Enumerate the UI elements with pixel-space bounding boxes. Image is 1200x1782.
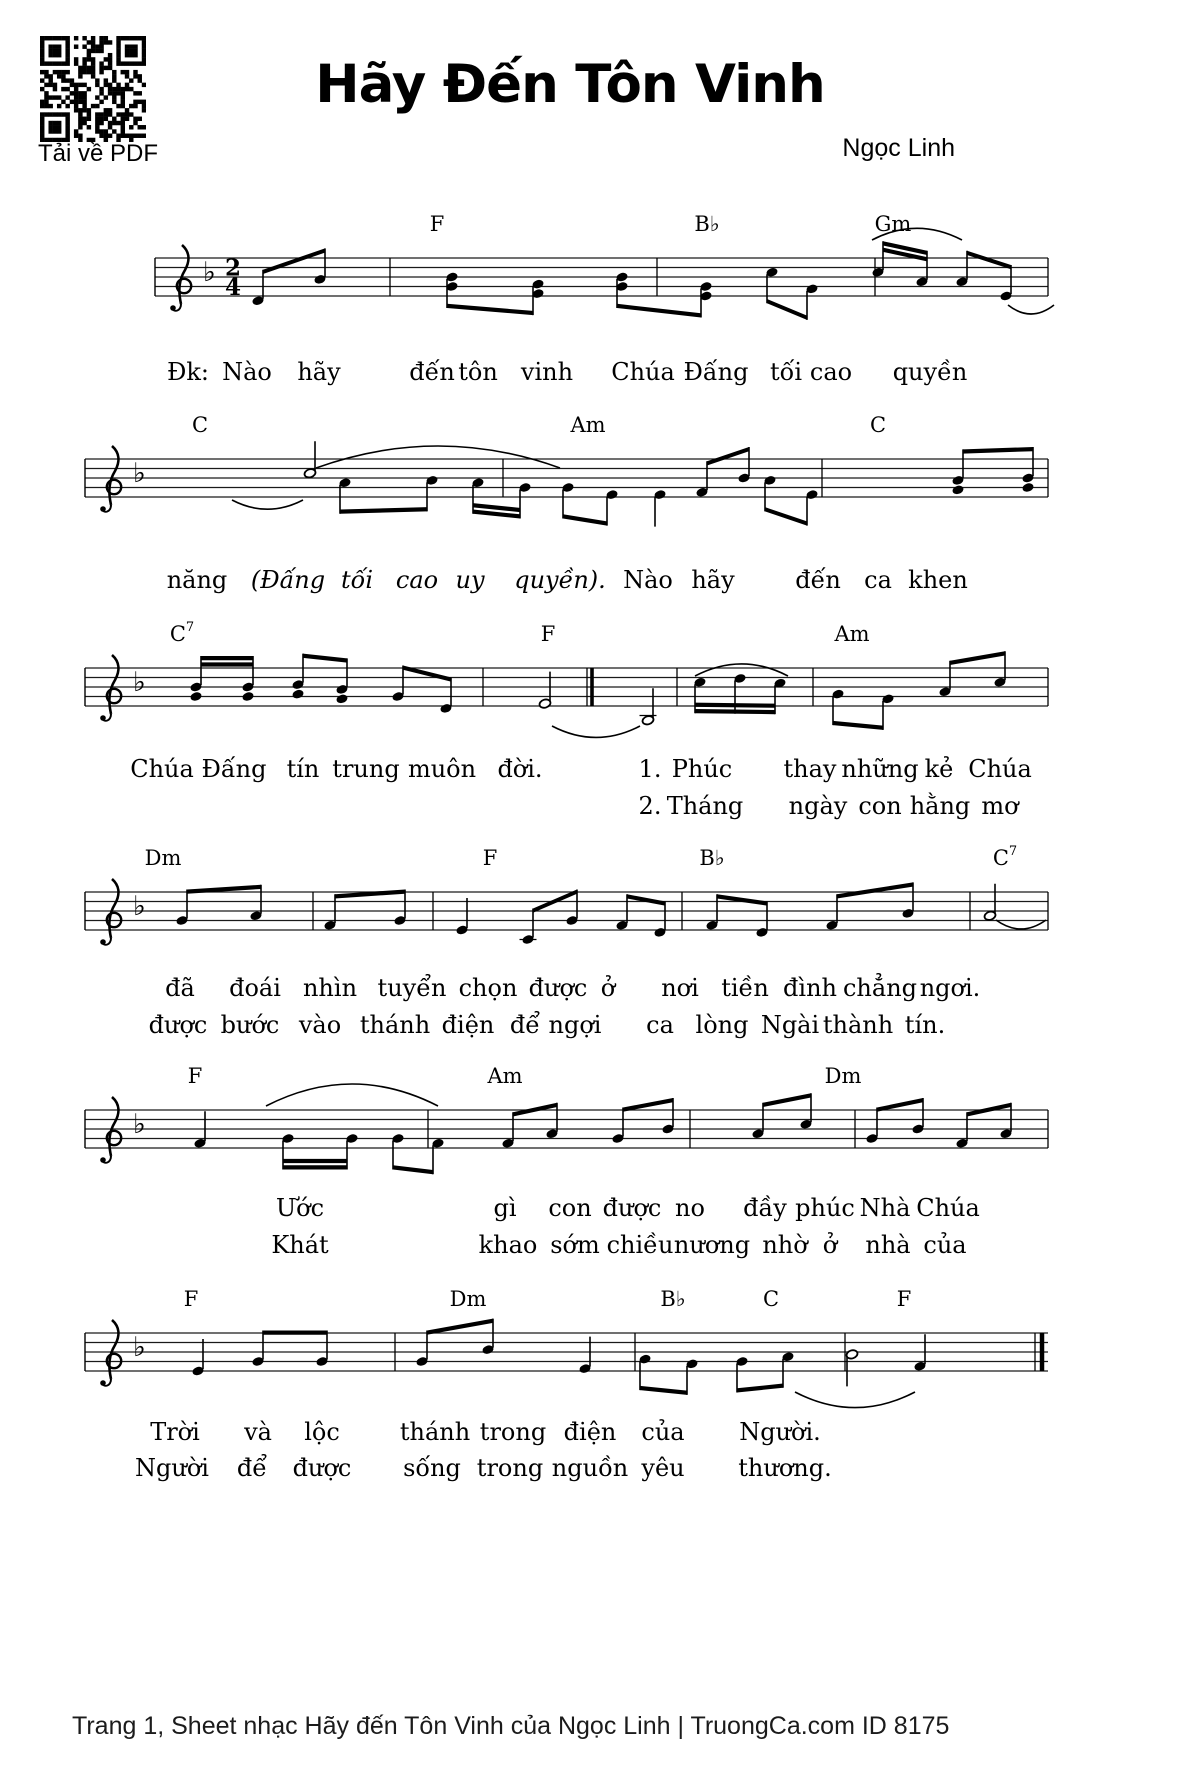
footer-text: Trang 1, Sheet nhạc Hãy đến Tôn Vinh của Ngọc Linh | TruongCa.com ID 8175 [72, 1712, 950, 1740]
treble-clef [109, 1097, 118, 1156]
lyric-word: ngơi. [919, 974, 981, 1002]
tie-slur [232, 500, 303, 509]
lyric-word: Người [135, 1454, 209, 1482]
lyric-word: bước [220, 1011, 280, 1039]
lyric-word: con [858, 792, 902, 820]
lyric-word: hãy [691, 566, 735, 594]
lyric-word: nguồn [551, 1454, 629, 1482]
beam [427, 1319, 493, 1335]
lyric-word: vinh [520, 358, 574, 386]
lyric-word: tối [769, 358, 803, 386]
lyric-word: lộc [304, 1418, 340, 1446]
beam [707, 447, 749, 465]
lyric-word: ngợi [548, 1011, 602, 1039]
chord-label: F [183, 1287, 199, 1311]
lyric-word: năng [166, 566, 228, 594]
treble-clef [100, 506, 106, 512]
lyric-word: Chúa [968, 755, 1032, 783]
chord-label: B♭ [694, 212, 720, 236]
page-title: Hãy Đến Tôn Vinh [315, 54, 825, 115]
lyric-word: tín. [904, 1011, 946, 1039]
beam [340, 507, 427, 514]
treble-clef [100, 1380, 106, 1386]
lyric-word: (Đấng [250, 566, 326, 594]
tie-slur [996, 920, 1046, 929]
chord-seventh: 7 [1008, 844, 1018, 859]
lyric-word: được [528, 974, 588, 1002]
lyric-word: hãy [297, 358, 341, 386]
beam [837, 882, 913, 898]
lyric-word: cao [809, 358, 853, 386]
treble-clef [109, 446, 118, 505]
beam [833, 721, 883, 730]
chord-label: Am [834, 622, 870, 646]
lyric-word: tín [286, 755, 320, 783]
beam [201, 656, 253, 660]
lyric-word: Nào [222, 358, 272, 386]
lyric-word: Tháng [666, 792, 744, 820]
lyric-word: chiều [606, 1231, 674, 1259]
lyric-word: Đk: [167, 358, 209, 386]
note-head [241, 691, 254, 702]
chord-label: $C^7$ [169, 620, 195, 646]
note-head [291, 689, 304, 700]
lyric-word: quyền [892, 358, 968, 386]
beam [737, 1384, 783, 1393]
flat-sign: ♭ [133, 458, 146, 489]
chord-label: Dm [824, 1064, 862, 1088]
lyric-word: nơi [661, 974, 699, 1002]
beam [627, 894, 665, 905]
lyric-word: Chúa [916, 1194, 980, 1222]
lyric-word: thánh [399, 1418, 471, 1446]
lyric-word: yêu [641, 1454, 685, 1482]
lyric-word: kẻ [924, 755, 954, 783]
lyric-word: Đấng [201, 755, 267, 783]
lyric-word: thương. [738, 1454, 832, 1482]
lyric-word: ở [822, 1231, 838, 1259]
lyric-word: cao [395, 566, 439, 594]
lyric-word: Nào [623, 566, 673, 594]
lyric-word: đoái [229, 974, 281, 1002]
lyric-word: nhờ [762, 1231, 808, 1259]
lyric-word: trung [332, 755, 400, 783]
lyric-word: điện [563, 1418, 617, 1446]
lyric-word: no [675, 1194, 705, 1222]
lyric-word: ở [600, 974, 616, 1002]
lyric-word: Chúa [611, 358, 675, 386]
chord-label: C [762, 1287, 780, 1311]
beam [717, 894, 767, 905]
tie-slur [552, 726, 640, 737]
beam [263, 1331, 327, 1335]
lyric-word: nhìn [302, 974, 358, 1002]
chord-label: F [482, 846, 498, 870]
beam [963, 447, 1033, 454]
tie-slur [1008, 305, 1054, 314]
chord-label: Gm [874, 212, 912, 236]
beam [950, 651, 1005, 665]
lyric-word: thay [783, 755, 837, 783]
lyric-word: Chúa [130, 755, 194, 783]
lyric-word: vào [298, 1011, 342, 1039]
chord-label: F [429, 212, 445, 236]
chord-label: F [187, 1064, 203, 1088]
lyric-word: Ước [275, 1194, 325, 1222]
lyric-word: uy [455, 566, 485, 594]
chord-label: $C^7$ [992, 844, 1018, 870]
lyric-word: 1. [638, 755, 662, 783]
beam [283, 1165, 347, 1169]
chord-label: C [191, 413, 209, 437]
note-head [335, 693, 348, 704]
beam [765, 507, 807, 525]
lyric-word: đã [165, 974, 195, 1002]
flat-sign: ♭ [203, 257, 216, 288]
beam [303, 654, 347, 663]
beam [201, 662, 253, 666]
lyric-word: ca [646, 1011, 674, 1039]
tie-slur [266, 1084, 438, 1106]
lyric-word: sống [403, 1454, 461, 1482]
flat-sign: ♭ [133, 1109, 146, 1140]
lyric-word: tối [340, 566, 374, 594]
note-head [951, 484, 964, 495]
beam [447, 304, 533, 315]
lyric-word: nhà [865, 1231, 911, 1259]
beam [763, 1093, 811, 1107]
beam [695, 709, 775, 714]
lyric-word: trong [476, 1454, 544, 1482]
lyric-word: Trời [150, 1418, 200, 1446]
treble-clef [109, 1320, 118, 1379]
lyric-word: ca [864, 566, 892, 594]
treble-clef [109, 879, 118, 938]
lyric-word: quyền). [514, 566, 606, 594]
chord-label: Dm [449, 1287, 487, 1311]
lyric-word: muôn [407, 755, 477, 783]
lyric-word: được [292, 1454, 352, 1482]
treble-clef [100, 939, 106, 945]
lyric-word: đến [409, 358, 455, 386]
treble-clef [100, 1157, 106, 1163]
composer-name: Ngọc Linh [842, 134, 955, 162]
beam [283, 1159, 347, 1163]
lyric-word: 2. [638, 792, 662, 820]
lyric-word: tiền [721, 974, 769, 1002]
beam [563, 514, 607, 525]
flat-sign: ♭ [133, 667, 146, 698]
time-signature: 2 [224, 254, 242, 282]
lyric-word: trong [479, 1418, 547, 1446]
lyric-word: sớm [550, 1231, 600, 1259]
time-signature: 4 [224, 274, 242, 301]
flat-sign: ♭ [133, 1332, 146, 1363]
beam [335, 890, 405, 899]
beam [695, 703, 775, 708]
lyric-word: được [602, 1194, 662, 1222]
lyric-word: ngày [788, 792, 848, 820]
lyric-word: Ngài [760, 1011, 820, 1039]
qr-download-link[interactable]: Tải về PDF [38, 140, 159, 167]
treble-clef [179, 245, 188, 304]
lyric-word: lòng [695, 1011, 749, 1039]
lyric-word: Nhà [859, 1194, 911, 1222]
lyric-word: đình [783, 974, 837, 1002]
lyric-word: chọn [458, 974, 518, 1002]
lyric-word: của [641, 1418, 685, 1446]
beam [640, 1386, 687, 1395]
treble-clef [109, 655, 118, 714]
beam [617, 304, 701, 318]
lyric-word: được [148, 1011, 208, 1039]
treble-clef [100, 715, 106, 721]
treble-clef [170, 305, 176, 311]
lyric-word: con [548, 1194, 592, 1222]
tie-slur [316, 446, 560, 468]
beam [393, 1165, 433, 1174]
lyric-word: Khát [271, 1231, 329, 1259]
lyric-word: để [509, 1011, 541, 1039]
lyric-word: hằng [909, 792, 971, 820]
lyric-word: chẳng [842, 974, 918, 1002]
tie-slur [695, 664, 788, 676]
lyric-word: gì [493, 1194, 517, 1222]
chord-label: F [540, 622, 556, 646]
chord-label: B♭ [660, 1287, 686, 1311]
lyric-word: đầy [743, 1194, 787, 1222]
lyric-word: tôn [458, 358, 498, 386]
chord-seventh: 7 [185, 620, 195, 635]
chord-label: B♭ [699, 846, 725, 870]
lyric-word: Người. [739, 1418, 821, 1446]
lyric-word: khen [908, 566, 968, 594]
beam [263, 248, 325, 274]
note-head [1021, 482, 1034, 493]
chord-label: Am [487, 1064, 523, 1088]
lyric-word: phúc [795, 1194, 855, 1222]
lyric-word: và [244, 1418, 272, 1446]
flat-sign: ♭ [133, 891, 146, 922]
chord-label: C [869, 413, 887, 437]
lyric-word: khao [478, 1231, 538, 1259]
tie-slur [795, 1392, 915, 1408]
chord-label: Am [570, 413, 606, 437]
lyric-word: thành [822, 1011, 894, 1039]
lyric-word: Đấng [683, 358, 749, 386]
lyric-word: để [236, 1454, 268, 1482]
note-head [189, 691, 202, 702]
lyric-word: Phúc [671, 755, 733, 783]
lyric-word: đời. [497, 755, 543, 783]
lyric-word: của [923, 1231, 967, 1259]
lyric-word: nương [673, 1231, 751, 1259]
lyric-word: mơ [981, 792, 1019, 820]
chord-label: Dm [144, 846, 182, 870]
lyric-word: những [841, 755, 919, 783]
beam [767, 299, 807, 320]
lyric-word: tuyển [377, 974, 447, 1002]
lyric-word: điện [441, 1011, 495, 1039]
lyric-word: thánh [359, 1011, 431, 1039]
lyric-word: đến [795, 566, 841, 594]
chord-label: F [896, 1287, 912, 1311]
beam [967, 251, 1011, 269]
